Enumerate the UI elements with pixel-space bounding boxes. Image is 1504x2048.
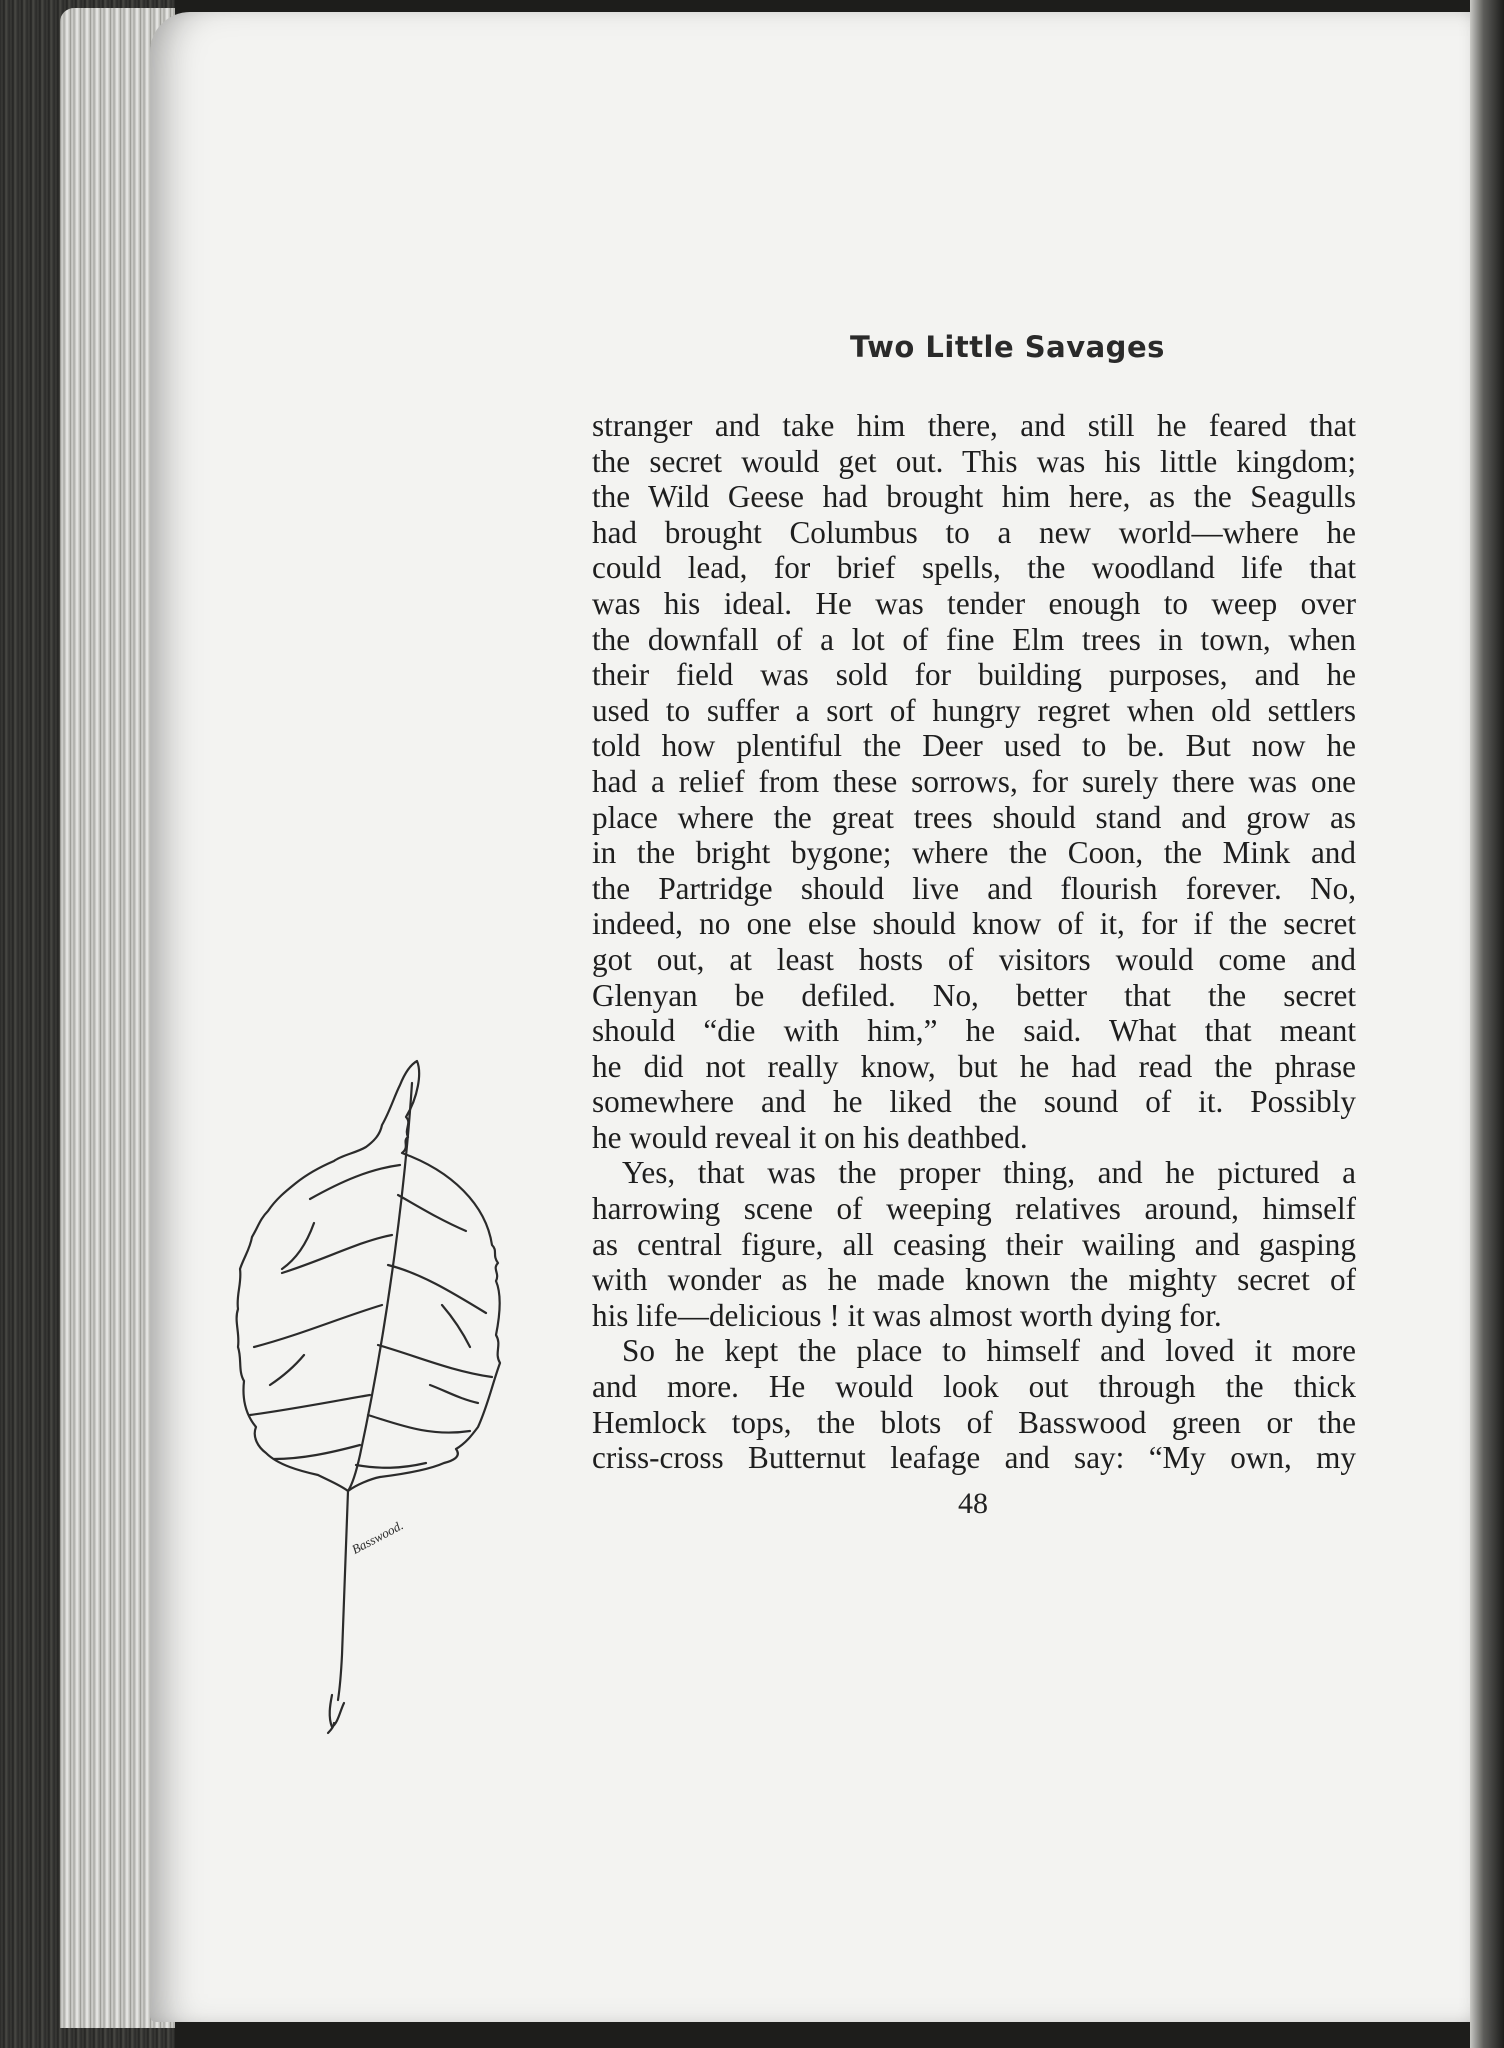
text-line: told how plentiful the Deer used to be. But now he bbox=[592, 728, 1356, 764]
text-line: the secret would get out. This was his little kingdom; bbox=[592, 443, 1356, 479]
text-line: was his ideal. He was tender enough to weep over bbox=[592, 585, 1356, 621]
text-line: Hemlock tops, the blots of Basswood green or the bbox=[592, 1404, 1356, 1440]
leaf-outline bbox=[237, 1061, 500, 1491]
text-line: had brought Columbus to a new world—where he bbox=[592, 514, 1356, 550]
text-line: got out, at least hosts of visitors would come and bbox=[592, 941, 1356, 977]
text-line: in the bright bygone; where the Coon, the Mink and bbox=[592, 835, 1356, 871]
text-line: criss-cross Butternut leafage and say: “My own, my bbox=[592, 1440, 1356, 1476]
running-head: Two Little Savages bbox=[850, 330, 1165, 364]
text-line: his life—delicious ! it was almost worth dying for. bbox=[592, 1297, 1222, 1333]
text-line: the Wild Geese had brought him here, as the Seagulls bbox=[592, 479, 1356, 515]
petiole-base bbox=[328, 1695, 344, 1733]
text-line: he would reveal it on his deathbed. bbox=[592, 1119, 1028, 1155]
text-line: stranger and take him there, and still he feared that bbox=[592, 408, 1356, 443]
body-text bbox=[592, 408, 1356, 1476]
text-line: So he kept the place to himself and loved it more bbox=[622, 1333, 1356, 1369]
text-line: their field was sold for building purposes, and he bbox=[592, 657, 1356, 693]
text-line: he did not really know, but he had read the phrase bbox=[592, 1048, 1356, 1084]
text-line: used to suffer a sort of hungry regret when old settlers bbox=[592, 692, 1356, 728]
leaf-label: Basswood. bbox=[349, 1517, 406, 1557]
leaf-petiole bbox=[338, 1491, 348, 1700]
text-line: the downfall of a lot of fine Elm trees in town, when bbox=[592, 621, 1356, 657]
leaf-midrib bbox=[348, 1083, 412, 1491]
text-line: and more. He would look out through the thick bbox=[592, 1369, 1356, 1405]
gutter-shadow bbox=[1470, 0, 1504, 2048]
text-line: harrowing scene of weeping relatives around, himself bbox=[592, 1191, 1356, 1227]
text-line: the Partridge should live and flourish forever. No, bbox=[592, 870, 1356, 906]
text-line: place where the great trees should stand and grow as bbox=[592, 799, 1356, 835]
text-line: somewhere and he liked the sound of it. Possibly bbox=[592, 1084, 1356, 1120]
text-line: Yes, that was the proper thing, and he pictured a bbox=[622, 1155, 1356, 1191]
page-number: 48 bbox=[958, 1487, 988, 1520]
text-line: should “die with him,” he said. What that meant bbox=[592, 1013, 1356, 1049]
text-line: could lead, for brief spells, the woodland life that bbox=[592, 550, 1356, 586]
text-line: as central figure, all ceasing their wailing and gasping bbox=[592, 1226, 1356, 1262]
text-line: Glenyan be defiled. No, better that the secret bbox=[592, 977, 1356, 1013]
text-line: indeed, no one else should know of it, for if the secret bbox=[592, 906, 1356, 942]
text-line: had a relief from these sorrows, for surely there was one bbox=[592, 763, 1356, 799]
text-line: with wonder as he made known the mighty secret of bbox=[592, 1262, 1356, 1298]
basswood-leaf-illustration bbox=[230, 1055, 590, 1760]
